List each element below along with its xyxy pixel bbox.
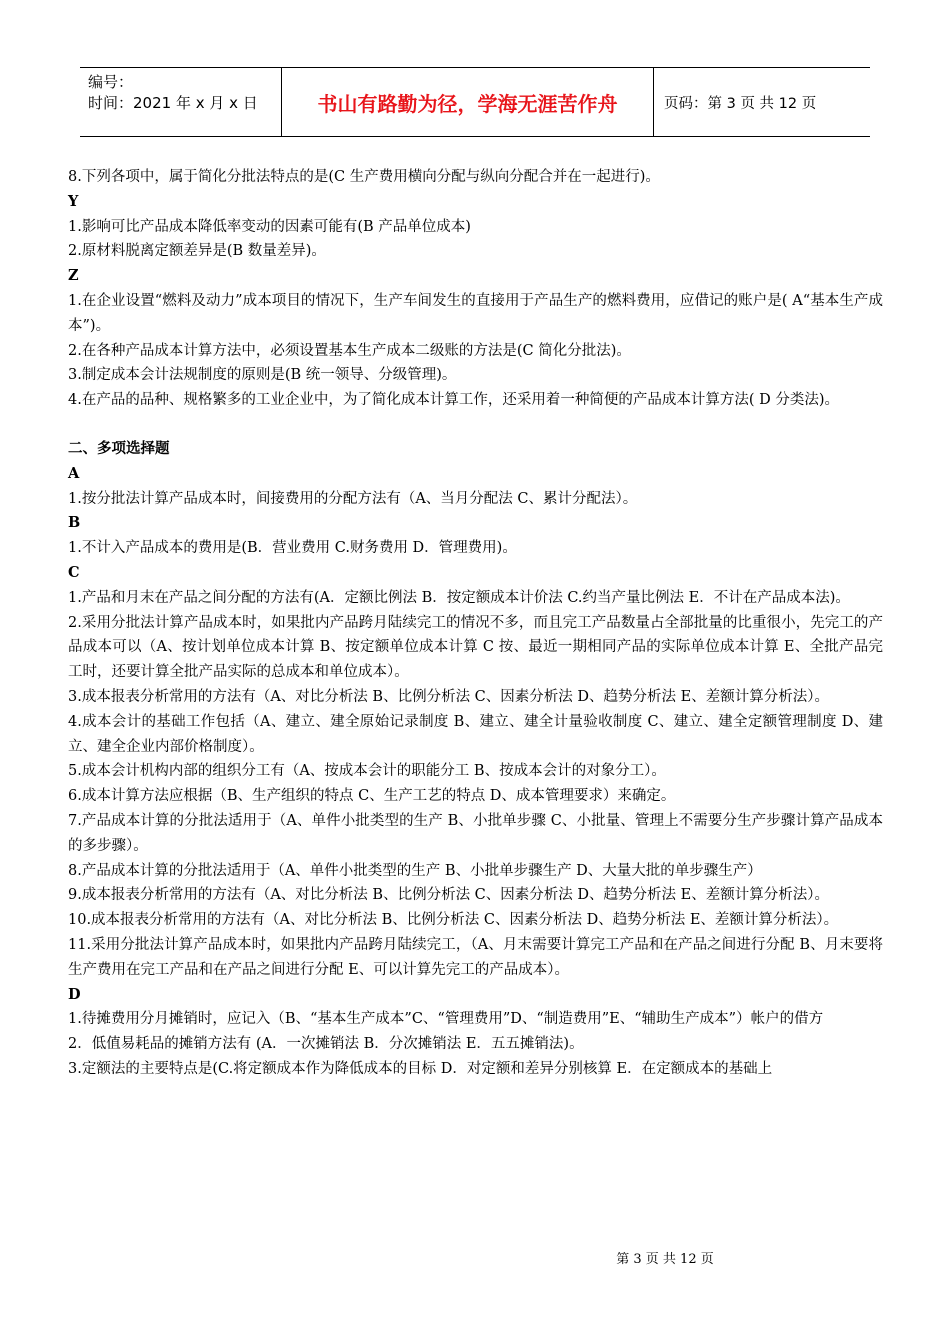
paragraph: 8.下列各项中，属于简化分批法特点的是(C 生产费用横向分配与纵向分配合并在一起进行)。 — [68, 169, 660, 185]
header-left-cell — [80, 68, 282, 136]
paragraph: 7.产品成本计算的分批法适用于（A、单件小批类型的生产 B、小批单步骤 C、小批量、管理上不需要分生产步骤计算产品成本的多步骤）。 — [68, 812, 883, 854]
paragraph: 11.采用分批法计算产品成本时，如果批内产品跨月陆续完工，（A、月末需要计算完工产品和在产品之间进行分配 B、月末要将生产费用在完工产品和在产品之间进行分配 E、可以计算先完工的产品成本）。 — [68, 936, 883, 978]
paragraph: 3.成本报表分析常用的方法有（A、对比分析法 B、比例分析法 C、因素分析法 D、趋势分析法 E、差额计算分析法）。 — [68, 688, 829, 705]
paragraph: 10.成本报表分析常用的方法有（A、对比分析法 B、比例分析法 C、因素分析法 D、趋势分析法 E、差额计算分析法）。 — [68, 912, 839, 929]
paragraph: 3.定额法的主要特点是(C.将定额成本作为降低成本的目标 D．对定额和差异分别核算 E．在定额成本的基础上 — [68, 1060, 773, 1077]
letter-heading-y: Y — [68, 192, 79, 210]
letter-heading-d: D — [68, 985, 81, 1003]
letter-heading-a: A — [68, 464, 80, 482]
document-body — [68, 165, 883, 1082]
paragraph: 2．低值易耗品的摊销方法有 (A．一次摊销法 B．分次摊销法 E．五五摊销法)。 — [68, 1036, 584, 1053]
paragraph: 2.采用分批法计算产品成本时，如果批内产品跨月陆续完工的情况不多，而且完工产品数量占全部批量的比重很小，先完工的产品成本可以（A、按计划单位成本计算 B、按定额单位成本计算 C 按、最近一期相同产品的实际单位成本计算 E、全批产品完工时，还要计算全批产品实际的总成本和单位成本）。 — [68, 614, 883, 681]
paragraph: 4.在产品的品种、规格繁多的工业企业中，为了简化成本计算工作，还采用着一种简便的产品成本计算方法( D 分类法)。 — [68, 392, 839, 409]
paragraph: 1.在企业设置“燃料及动力”成本项目的情况下，生产车间发生的直接用于产品生产的燃料费用，应借记的账户是( A“基本生产成本”)。 — [68, 292, 883, 334]
page-indicator: 页码：第 3 页 共 12 页 — [664, 95, 817, 112]
document-header — [80, 67, 870, 137]
number-label: 编号： — [88, 73, 134, 91]
paragraph: 2.在各种产品成本计算方法中，必须设置基本生产成本二级账的方法是(C 简化分批法)。 — [68, 342, 631, 359]
paragraph: 9.成本报表分析常用的方法有（A、对比分析法 B、比例分析法 C、因素分析法 D、趋势分析法 E、差额计算分析法）。 — [68, 887, 829, 904]
page-footer: 第 3 页 共 12 页 — [616, 1252, 714, 1267]
paragraph: 1.产品和月末在产品之间分配的方法有(A．定额比例法 B．按定额成本计价法 C.约当产量比例法 E．不计在产品成本法)。 — [68, 589, 850, 606]
motto: 书山有路勤为径，学海无涯苦作舟 — [282, 68, 654, 136]
paragraph: 1.待摊费用分月摊销时，应记入（B、“基本生产成本”C、“管理费用”D、“制造费用”E、“辅助生产成本”）帐户的借方 — [68, 1011, 824, 1028]
section-heading: 二、多项选择题 — [68, 439, 170, 457]
paragraph: 6.成本计算方法应根据（B、生产组织的特点 C、生产工艺的特点 D、成本管理要求）来确定。 — [68, 788, 676, 805]
paragraph: 8.产品成本计算的分批法适用于（A、单件小批类型的生产 B、小批单步骤生产 D、大量大批的单步骤生产） — [68, 862, 762, 879]
letter-heading-b: B — [68, 514, 81, 532]
paragraph: 3.制定成本会计法规制度的原则是(B 统一领导、分级管理)。 — [68, 367, 457, 384]
paragraph: 1.按分批法计算产品成本时，间接费用的分配方法有（A、当月分配法 C、累计分配法）。 — [68, 490, 638, 507]
paragraph: 1.影响可比产品成本降低率变动的因素可能有(B 产品单位成本) — [68, 218, 471, 235]
paragraph: 4.成本会计的基础工作包括（A、建立、建全原始记录制度 B、建立、建全计量验收制度 C、建立、建全定额管理制度 D、建立、建全企业内部价格制度）。 — [68, 713, 883, 755]
paragraph: 5.成本会计机构内部的组织分工有（A、按成本会计的职能分工 B、按成本会计的对象分工）。 — [68, 763, 666, 780]
letter-heading-z: Z — [68, 267, 79, 285]
date-label: 时间：2021 年 x 月 x 日 — [88, 94, 258, 112]
letter-heading-c: C — [68, 563, 80, 581]
paragraph: 1.不计入产品成本的费用是(B．营业费用 C.财务费用 D．管理费用)。 — [68, 540, 517, 557]
paragraph: 2.原材料脱离定额差异是(B 数量差异)。 — [68, 243, 326, 260]
